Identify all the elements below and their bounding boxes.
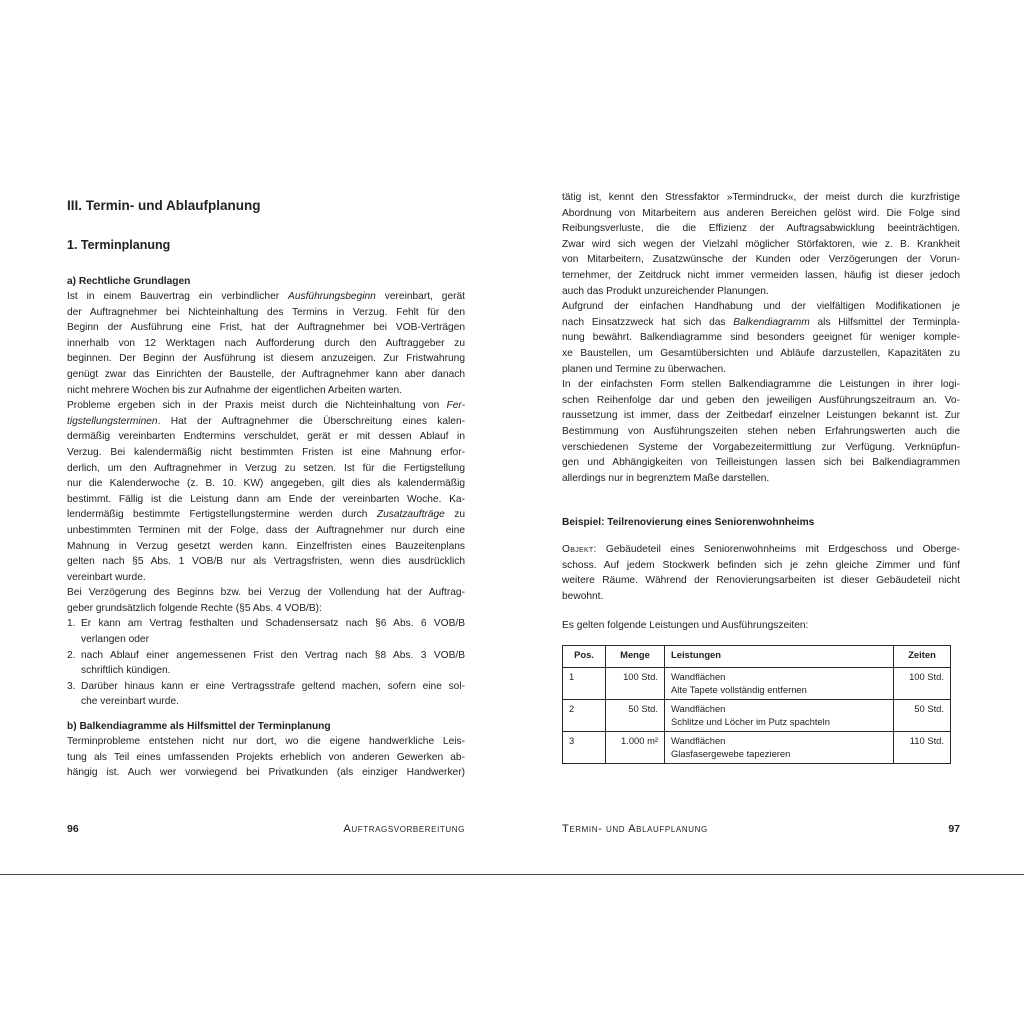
text-span: Probleme ergeben sich in der Praxis meist durch die Nichteinhaltung von	[67, 400, 447, 412]
text-line	[67, 476, 465, 492]
emphasis-text: tigstellungsterminen	[67, 415, 158, 427]
text-line	[562, 346, 960, 362]
list-line: Darüber hinaus kann er eine Vertragsstrafe geltend machen, sofern eine sol-	[81, 680, 465, 692]
leistung-detail: Schlitze und Löcher im Putz spachteln	[671, 715, 830, 727]
text-line	[67, 492, 465, 508]
text-span: nung bewährt. Balkendiagramme sind besonders geeignet für weniger komple-	[562, 332, 960, 344]
text-line	[67, 445, 465, 461]
list-item	[67, 648, 465, 679]
emphasis-text: Ausführungsbeginn	[288, 291, 376, 302]
cell-menge: 50 Std.	[606, 700, 665, 732]
list-line: schriftlich kündigen.	[81, 665, 171, 677]
text-span: tätig ist, kennt den Stressfaktor »Termindruck«, der meist durch die kurzfristige	[562, 192, 960, 203]
paragraph-continuation	[562, 190, 960, 486]
page-number-right: 97	[948, 823, 960, 835]
text-span: vereinbart wurde.	[67, 571, 146, 583]
text-line	[67, 601, 465, 617]
text-span: dermäßig vereinbarten Endtermins verschuldet, gerät er mit dessen Ablauf in	[67, 431, 465, 443]
example-title: Beispiel: Teilrenovierung eines Seniorenwohnheims	[562, 517, 815, 529]
text-span: schen Reihenfolge dar und geben den jeweiligen Ausführungszeitraum an. Vo-	[562, 394, 960, 406]
text-line	[562, 362, 960, 378]
text-line	[67, 289, 465, 305]
list-number: 3.	[67, 680, 76, 692]
running-head-right: Termin- und Ablaufplanung	[562, 823, 708, 835]
left-footer	[67, 823, 465, 835]
objekt-line: schoss. Auf jedem Stockwerk befinden sich je zehn gleiche Zimmer und fünf	[562, 559, 960, 571]
text-line	[562, 408, 960, 424]
text-line	[562, 299, 960, 315]
text-line	[67, 570, 465, 586]
text-line	[67, 523, 465, 539]
list-line: Er kann am Vertrag festhalten und Schadensersatz nach §6 Abs. 6 VOB/B	[81, 618, 465, 630]
text-line	[67, 320, 465, 336]
list-number: 1.	[67, 618, 76, 630]
text-line	[562, 252, 960, 268]
text-span: als Hilfsmittel der Terminpla-	[809, 316, 960, 328]
subsection-b-title: b) Balkendiagramme als Hilfsmittel der Terminplanung	[67, 721, 331, 733]
text-span: beginnen. Der Beginn der Ausführung ist diesem anzuzeigen. Zur Fristwahrung	[67, 353, 465, 365]
list-number: 2.	[67, 649, 76, 661]
text-line	[562, 190, 960, 206]
text-span: xe Baustellen, um Gesamtübersichten und Abläufe darzustellen, Kapazitäten zu	[562, 347, 960, 359]
chapter-title: III. Termin- und Ablaufplanung	[67, 198, 261, 213]
cell-pos: 2	[563, 700, 606, 732]
text-span: nur die Kalenderwoche (z. B. 10. KW) angegeben, gilt dies als kalendermäßig	[67, 478, 465, 490]
text-line	[67, 585, 465, 601]
text-line	[67, 539, 465, 555]
header-leistungen: Leistungen	[665, 646, 894, 668]
text-line	[562, 377, 960, 393]
leistung-detail: Alte Tapete vollständig entfernen	[671, 683, 807, 695]
text-span: der Auftragnehmer bei Nichteinhaltung des Termins in Verzug. Fehlt für den	[67, 306, 465, 318]
cell-zeit: 50 Std.	[894, 700, 951, 732]
text-line	[562, 221, 960, 237]
list-body	[81, 616, 465, 647]
text-span: Zwar wird sich wegen der Vielzahl möglicher Störfaktoren, wie z. B. Krankheit	[562, 238, 960, 250]
text-line: Terminprobleme entstehen nicht nur dort, wo die eigene handwerkliche Leis-	[67, 736, 465, 748]
objekt-label: Objekt:	[562, 544, 597, 556]
text-span: Verzug. Bei kalendermäßig nicht bestimmten Fristen ist eine Mahnung erfor-	[67, 446, 465, 458]
cell-pos: 1	[563, 668, 606, 700]
text-line	[67, 461, 465, 477]
text-span: vereinbart, gerät	[375, 291, 466, 302]
text-span: genügt zwar das Einrichten der Baustelle, der Auftragnehmer kann aber danach	[67, 368, 465, 380]
table-row	[563, 700, 951, 732]
text-span: gen und Abhängigkeiten von Teilleistungen lassen sich bei Balkendiagrammen	[562, 457, 960, 469]
text-line	[562, 206, 960, 222]
list-line: che vereinbart wurde.	[81, 696, 179, 708]
rights-list	[67, 616, 465, 710]
text-span: derlich, um den Auftragnehmer in Verzug zu setzen. Ist für die Fertigstellung	[67, 462, 465, 474]
cell-menge: 100 Std.	[606, 668, 665, 700]
objekt-line: bewohnt.	[562, 591, 604, 603]
text-span: Bestimmung von Ausführungszeiten stehen neben Erfahrungswerten auch die	[562, 425, 960, 437]
page-bottom-edge	[0, 874, 1024, 875]
text-span: unbestimmten Terminen mit der Folge, dass der Auftragnehmer nur durch eine	[67, 524, 465, 536]
schedule-table	[562, 645, 951, 764]
text-line	[67, 554, 465, 570]
cell-pos: 3	[563, 732, 606, 764]
text-span: In der einfachsten Form stellen Balkendiagramme die Leistungen in ihrer logi-	[562, 379, 960, 391]
text-line	[562, 471, 960, 487]
text-span: raussetzung ist immer, dass der Zeitbedarf einzelner Leistungen bekannt ist. Zur	[562, 410, 960, 422]
leistung-title: Wandflächen	[671, 703, 726, 715]
text-span: Reibungsverluste, die die Effizienz der Auftragsabwicklung beeinträchtigen.	[562, 223, 960, 235]
text-line	[67, 398, 465, 414]
header-pos: Pos.	[563, 646, 606, 668]
text-line	[562, 284, 960, 300]
text-span: nicht mehrere Wochen bis zur Aufnahme der eigentlichen Arbeiten warten.	[67, 384, 403, 396]
text-span: geber grundsätzlich folgende Rechte (§5 Abs. 4 VOB/B):	[67, 602, 322, 614]
text-span: planen und Termine zu überwachen.	[562, 363, 727, 375]
list-line: nach Ablauf einer angemessenen Frist den Vertrag nach §8 Abs. 3 VOB/B	[81, 649, 465, 661]
text-span: ternehmer, der Zeitdruck nicht immer vermeiden lassen, häufig ist dieser jedoch	[562, 269, 960, 281]
running-head-left: Auftragsvorbereitung	[343, 823, 465, 835]
subsection-a-title: a) Rechtliche Grundlagen	[67, 276, 191, 287]
text-span: Abordnung von Mitarbeitern aus anderen Bereichen gelöst wird. Die Folge sind	[562, 207, 960, 219]
paragraph-bar-charts	[67, 734, 465, 781]
text-line: hängig ist. Auch wer vorwiegend bei Privatkunden (als einziger Handwerker)	[67, 767, 465, 779]
list-item	[67, 616, 465, 647]
objekt-line: weitere Räume. Während der Renovierungsarbeiten ist dieser Gebäudeteil nicht	[562, 575, 960, 587]
text-line	[562, 268, 960, 284]
text-span: Ist in einem Bauvertrag ein verbindlicher	[67, 291, 289, 302]
leistung-title: Wandflächen	[671, 735, 726, 747]
right-page	[562, 190, 960, 764]
text-span: . Hat der Auftragnehmer die Überschreitung eines kalen-	[157, 415, 465, 427]
page-number-left: 96	[67, 823, 79, 835]
text-span: verschiedenen Systeme der Vorgabezeitermittlung zur Verfügung. Verknüpfun-	[562, 441, 960, 453]
text-line	[67, 367, 465, 383]
left-page	[67, 190, 465, 781]
list-line: verlangen oder	[81, 634, 149, 646]
list-item	[67, 679, 465, 710]
objekt-paragraph	[562, 542, 960, 558]
emphasis-text: Balkendiagramm	[733, 316, 810, 328]
objekt-line: Gebäudeteil eines Seniorenwohnheims mit Erdgeschoss und Oberge-	[596, 544, 960, 556]
section-title: 1. Terminplanung	[67, 238, 171, 252]
text-span: Bei Verzögerung des Beginns bzw. bei Verzug der Vollendung hat der Auftrag-	[67, 587, 465, 599]
text-span: auch das Produkt unzureichender Planungen.	[562, 285, 769, 297]
text-line: tung als Teil eines umfassenden Projekts erheblich von anderen Gewerken ab-	[67, 751, 465, 763]
list-body	[81, 648, 465, 679]
text-line	[562, 440, 960, 456]
text-span: innerhalb von 12 Werktagen nach Aufforderung durch den Auftraggeber zu	[67, 337, 465, 349]
cell-leistung	[665, 700, 894, 732]
text-span: allerdings nur in begrenztem Maße darstellen.	[562, 472, 770, 484]
paragraph-legal-basics	[67, 289, 465, 616]
text-span: zu	[444, 509, 465, 521]
text-line	[67, 507, 465, 523]
emphasis-text: Zusatzaufträge	[376, 509, 445, 521]
text-span: bestimmt. Fällig ist die Leistung dann am Ende der vereinbarten Woche. Ka-	[67, 493, 465, 505]
text-span: von Mitarbeitern, Zusatzwünsche der Kunden oder Verzögerungen der Vorun-	[562, 254, 960, 266]
cell-leistung	[665, 668, 894, 700]
text-line	[562, 424, 960, 440]
table-header-row	[563, 646, 951, 668]
header-menge: Menge	[606, 646, 665, 668]
text-line	[562, 315, 960, 331]
text-line	[67, 305, 465, 321]
cell-menge: 1.000 m²	[606, 732, 665, 764]
cell-zeit: 100 Std.	[894, 668, 951, 700]
text-line	[562, 237, 960, 253]
text-span: lendermäßig bestimmte Fertigstellungstermine werden durch	[67, 509, 377, 521]
list-body	[81, 679, 465, 710]
emphasis-text: Fer-	[446, 400, 465, 412]
text-line	[67, 429, 465, 445]
leistung-title: Wandflächen	[671, 671, 726, 683]
table-row	[563, 732, 951, 764]
text-line	[562, 330, 960, 346]
text-line	[67, 351, 465, 367]
right-footer	[562, 823, 960, 835]
text-line	[67, 414, 465, 430]
cell-leistung	[665, 732, 894, 764]
text-line	[562, 455, 960, 471]
text-span: nach Einsatzzweck hat sich das	[562, 316, 734, 328]
text-span: Aufgrund der einfachen Handhabung und der vielfältigen Modifikationen je	[562, 301, 960, 313]
text-span: gelten nach §5 Abs. 1 VOB/B nur als Vertragsfristen, wenn dies ausdrücklich	[67, 556, 465, 568]
table-intro: Es gelten folgende Leistungen und Ausführungszeiten:	[562, 619, 809, 631]
text-span: Beginn der Ausführung eine Frist, hat der Auftragnehmer bei VOB-Verträgen	[67, 322, 465, 334]
text-span: Mahnung in Verzug gesetzt werden kann. Einzelfristen eines Bauzeitenplans	[67, 540, 465, 552]
cell-zeit: 110 Std.	[894, 732, 951, 764]
text-line	[67, 383, 465, 399]
table-row	[563, 668, 951, 700]
leistung-detail: Glasfasergewebe tapezieren	[671, 747, 791, 759]
header-zeiten: Zeiten	[894, 646, 951, 668]
text-line	[67, 336, 465, 352]
text-line	[562, 393, 960, 409]
